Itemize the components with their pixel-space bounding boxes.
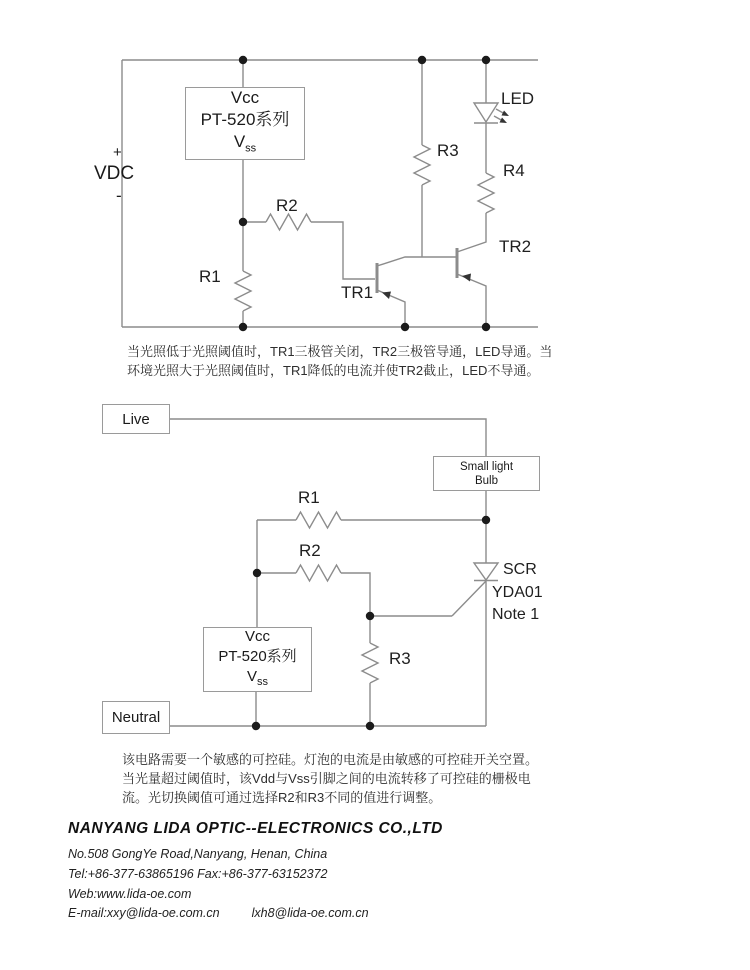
- resistor2-r3-symbol: [362, 616, 378, 726]
- bulb-label-line2: Bulb: [474, 474, 499, 487]
- c1-r3-label: R3: [437, 141, 459, 160]
- led-emission-arrow-1: [502, 111, 510, 117]
- c1-r4-label: R4: [503, 161, 525, 180]
- company-email-1: E-mail:xxy@lida-oe.com.cn: [68, 906, 220, 920]
- scr-part-number-label: YDA01: [492, 584, 543, 601]
- ic1-vss-label: $V_{ss}$: [233, 132, 257, 155]
- company-email-2: lxh8@lida-oe.com.cn: [251, 906, 369, 920]
- live-terminal-box: [102, 404, 170, 434]
- vdc-plus-label: +: [113, 144, 122, 161]
- scr-note-label: Note 1: [492, 606, 540, 623]
- tr1-emitter-arrow: [382, 292, 391, 300]
- ic1-vcc-label: Vcc: [230, 88, 260, 108]
- company-name: NANYANG LIDA OPTIC--ELECTRONICS CO.,LTD: [68, 820, 443, 837]
- company-tel-fax: Tel:+86-377-63865196 Fax:+86-377-63152372: [68, 867, 328, 881]
- tr2-emitter-arrow: [462, 274, 471, 282]
- tr2-collector: [457, 213, 486, 252]
- scr-gate-wire: [452, 581, 486, 616]
- resistor-r4-symbol: [478, 173, 494, 213]
- tr1-collector: [377, 257, 456, 266]
- live-label: Live: [122, 410, 150, 428]
- company-email: [68, 906, 369, 920]
- c1-r2-label: R2: [276, 196, 298, 215]
- tr2-emitter: [457, 274, 486, 327]
- led-emission-arrow-2: [500, 118, 508, 124]
- scr-triangle: [474, 563, 498, 580]
- resistor-r3-symbol: [414, 60, 430, 257]
- small-light-bulb-box: [433, 456, 540, 491]
- c2-live-wire: [168, 419, 486, 456]
- neutral-label: Neutral: [111, 709, 161, 726]
- c2-r1-label: R1: [298, 488, 320, 507]
- tr1-emitter: [377, 290, 405, 327]
- resistor2-r1-symbol: [257, 512, 486, 528]
- tr1-symbol: [377, 257, 456, 327]
- c1-r1-label: R1: [199, 267, 221, 286]
- vdc-minus-label: -: [116, 186, 122, 205]
- ic1-series-label: PT-520系列: [200, 110, 290, 130]
- c2-r2-label: R2: [299, 541, 321, 560]
- c1-tr1-label: TR1: [341, 283, 374, 302]
- c1-led-label: LED: [501, 89, 535, 108]
- c1-tr2-label: TR2: [499, 237, 532, 256]
- c2-desc-line3: 流。光切换阈值可通过选择R2和R3不同的值进行调整。: [122, 790, 442, 805]
- led-symbol: [474, 60, 509, 173]
- led-triangle: [474, 103, 498, 122]
- ic2-vcc-label: Vcc: [244, 628, 270, 645]
- ic2-series-label: PT-520系列: [218, 648, 297, 665]
- company-address: No.508 GongYe Road,Nanyang, Henan, China: [68, 847, 328, 861]
- resistor-r2-symbol: [243, 214, 375, 279]
- bulb-label-line1: Small light: [459, 460, 514, 473]
- circuit1-description: [127, 342, 552, 380]
- c1-desc-line2: 环境光照大于光照阈值时，TR1降低的电流并使TR2截止，LED不导通。: [127, 363, 540, 378]
- sensor-ic-box-1: [185, 87, 305, 160]
- sensor-ic-box-2: [203, 627, 312, 692]
- vdc-label: VDC: [94, 163, 135, 184]
- c2-r3-label: R3: [389, 649, 411, 668]
- circuit2-description: [122, 750, 538, 807]
- c2-desc-line1: 该电路需要一个敏感的可控硅。灯泡的电流是由敏感的可控硅开关空置。: [122, 752, 539, 767]
- scr-label: SCR: [503, 561, 537, 578]
- tr2-symbol: [457, 213, 486, 327]
- resistor2-r2-symbol: [257, 565, 452, 616]
- neutral-terminal-box: [102, 701, 170, 734]
- resistor-r1-symbol: [235, 271, 251, 327]
- ic2-vss-label: $V_{ss}$: [246, 668, 268, 688]
- company-website: Web:www.lida-oe.com: [68, 887, 192, 901]
- c1-desc-line1: 当光照低于光照阈值时，TR1三极管关闭，TR2三极管导通，LED导通。当: [127, 344, 553, 359]
- c2-junction-dots: [252, 516, 490, 730]
- c2-desc-line2: 当光量超过阈值时，该Vdd与Vss引脚之间的电流转移了可控硅的栅极电: [122, 771, 531, 786]
